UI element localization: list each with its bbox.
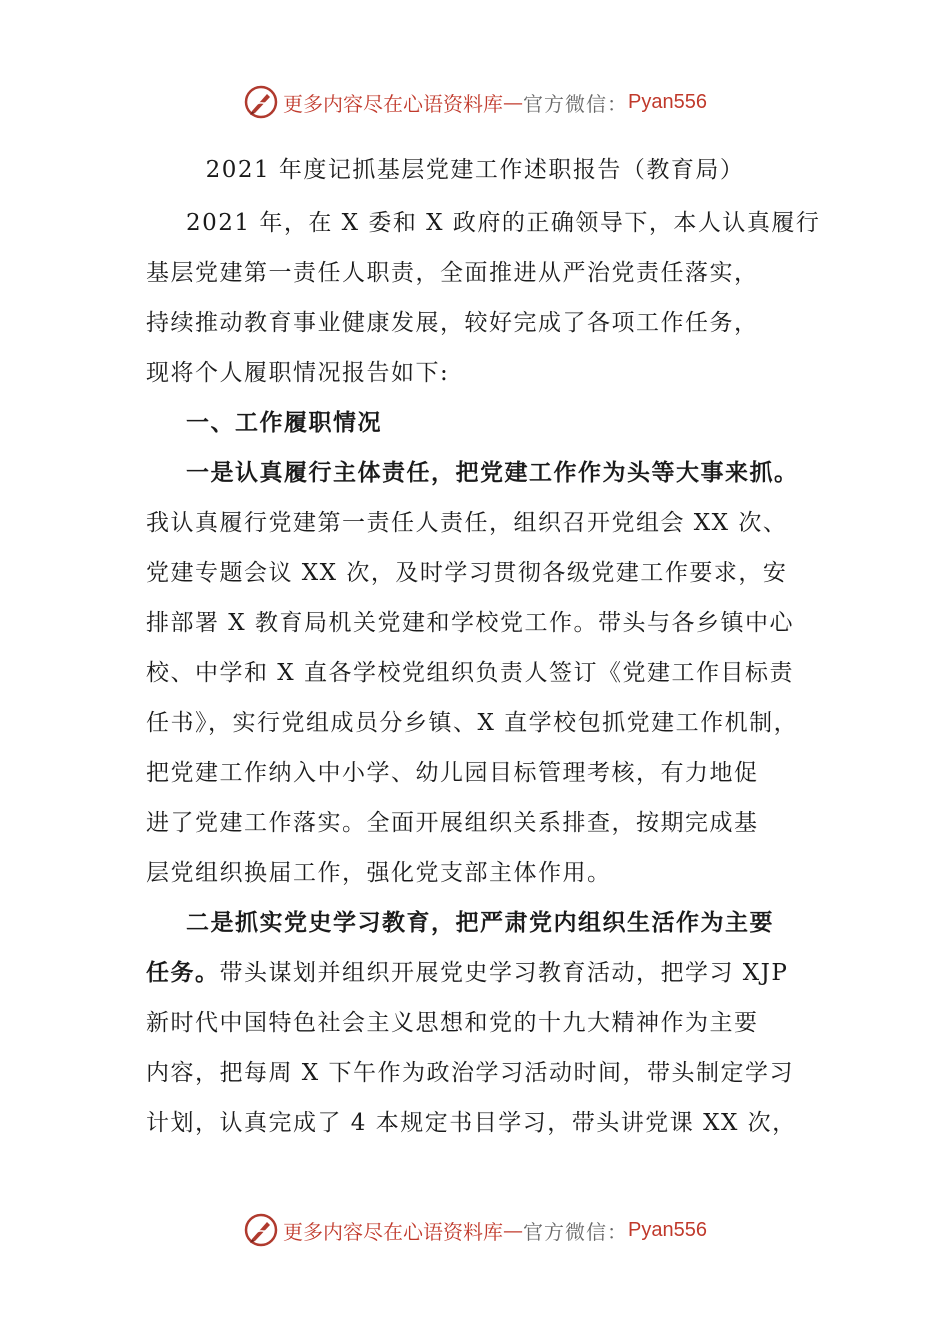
paragraph-line: 把党建工作纳入中小学、幼儿园目标管理考核，有力地促 <box>146 760 759 786</box>
watermark-site-text: 更多内容尽在心语资料库 <box>283 91 504 116</box>
pen-logo-icon <box>243 84 279 120</box>
intro-line: 现将个人履职情况报告如下: <box>146 360 450 386</box>
footer-watermark <box>0 1210 950 1250</box>
paragraph-line <box>146 948 826 998</box>
paragraph-line: 任书》，实行党组成员分乡镇、X 直学校包抓党建工作机制， <box>146 710 799 736</box>
paragraph-line: 排部署 X 教育局机关党建和学校党工作。带头与各乡镇中心 <box>146 610 794 636</box>
paragraph-heading: 二是抓实党史学习教育，把严肃党内组织生活作为主要 <box>186 909 774 936</box>
intro-line: 基层党建第一责任人职责，全面推进从严治党责任落实， <box>146 260 759 286</box>
section-heading: 一、工作履职情况 <box>186 409 382 436</box>
watermark-wechat-id: Pyan556 <box>628 90 707 113</box>
paragraph-heading: 一是认真履行主体责任，把党建工作作为头等大事来抓。 <box>186 459 799 486</box>
intro-line: 2021 年，在 X 委和 X 政府的正确领导下，本人认真履行 <box>186 210 821 236</box>
watermark-dash: — <box>503 1218 524 1242</box>
paragraph-line: 党建专题会议 XX 次，及时学习贯彻各级党建工作要求，安 <box>146 560 788 586</box>
paragraph-line: 校、中学和 X 直各学校党组织负责人签订《党建工作目标责 <box>146 660 794 686</box>
paragraph-line-rest: 带头谋划并组织开展党史学习教育活动，把学习 XJP <box>219 960 789 986</box>
watermark-wechat-label: 官方微信： <box>523 91 629 116</box>
intro-line: 持续推动教育事业健康发展，较好完成了各项工作任务， <box>146 310 759 336</box>
document-body <box>146 198 826 1148</box>
paragraph-line: 进了党建工作落实。全面开展组织关系排查，按期完成基 <box>146 810 759 836</box>
watermark-wechat-label: 官方微信： <box>523 1219 629 1244</box>
paragraph-line: 新时代中国特色社会主义思想和党的十九大精神作为主要 <box>146 1010 759 1036</box>
paragraph-line: 层党组织换届工作，强化党支部主体作用。 <box>146 860 612 886</box>
watermark-dash: — <box>503 90 524 114</box>
paragraph-heading-end: 任务。 <box>146 959 220 986</box>
paragraph-line: 我认真履行党建第一责任人责任，组织召开党组会 XX 次、 <box>146 510 788 536</box>
header-watermark <box>0 82 950 122</box>
watermark-wechat-id: Pyan556 <box>628 1218 707 1241</box>
document-title: 2021 年度记抓基层党建工作述职报告（教育局） <box>205 157 745 183</box>
paragraph-line: 内容，把每周 X 下午作为政治学习活动时间，带头制定学习 <box>146 1060 794 1086</box>
paragraph-line: 计划，认真完成了 4 本规定书目学习，带头讲党课 XX 次， <box>146 1110 797 1136</box>
watermark-site-text: 更多内容尽在心语资料库 <box>283 1219 504 1244</box>
pen-logo-icon <box>243 1212 279 1248</box>
